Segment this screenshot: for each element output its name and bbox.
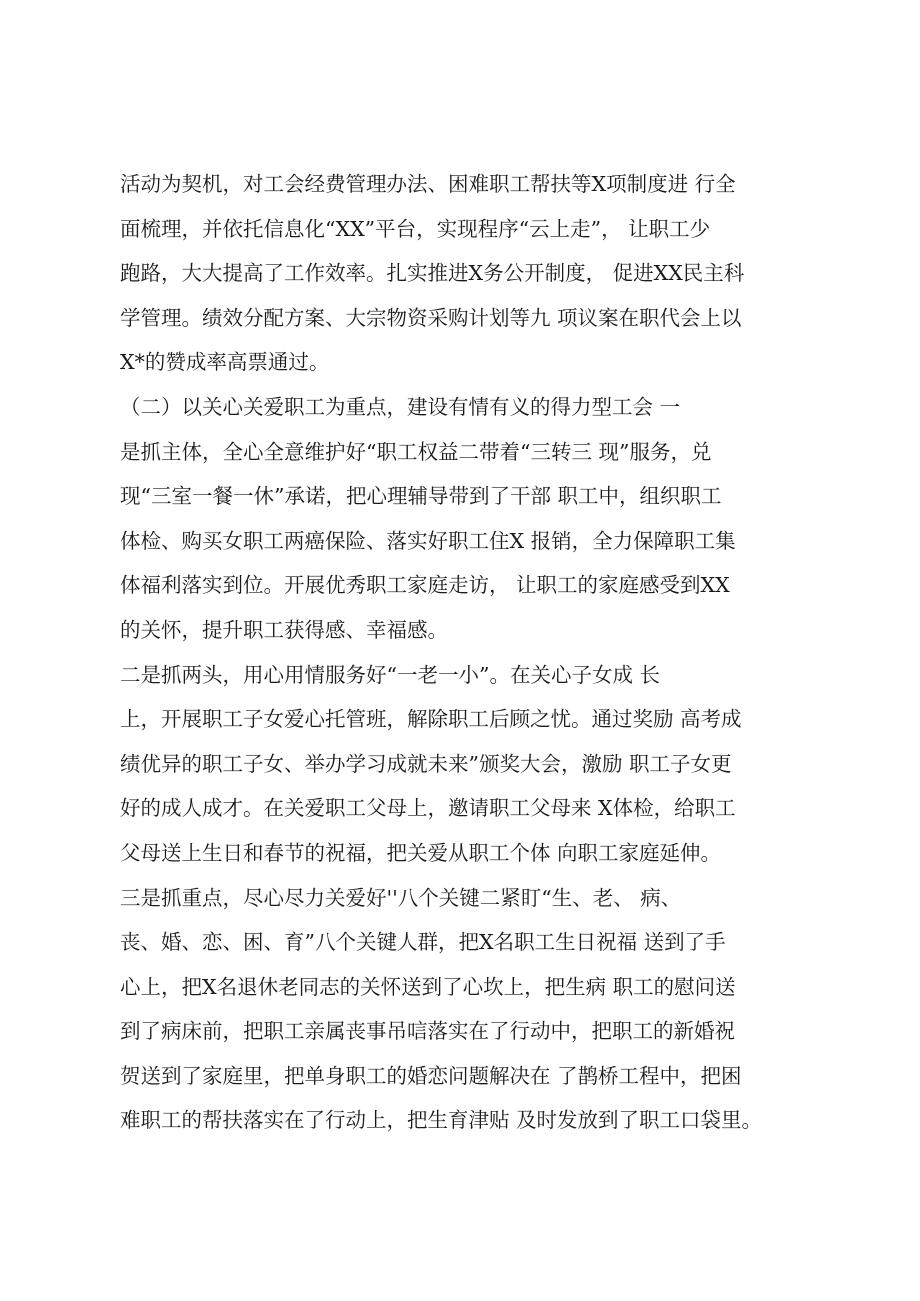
- text-line: 学管理。绩效分配方案、大宗物资采购计划等九 项议案在职代会上以: [120, 305, 742, 330]
- text-line: （二）以关心关爱职工为重点，建设有情有义的得力型工会 一: [120, 394, 681, 419]
- text-line: 面梳理，并依托信息化“XX”平台，实现程序“云上走”， 让职工少: [120, 216, 711, 241]
- text-line: 三是抓重点，尽心尽力关爱好''八个关键二紧盯“生、老、 病、: [120, 885, 682, 910]
- text-line: 体检、购买女职工两癌保险、落实好职工住X 报销，全力保障职工集: [120, 528, 736, 553]
- paragraph-2: [120, 385, 820, 653]
- text-line: 二是抓两头，用心用情服务好“一老一小”。在关心子女成 长: [120, 662, 660, 687]
- text-line: X*的赞成率高票通过。: [120, 350, 330, 375]
- text-line: 上，开展职工子女爱心托管班，解除职工后顾之忧。通过奖励 高考成: [120, 707, 742, 732]
- text-line: 到了病床前，把职工亲属丧事吊唁落实在了行动中，把职工的新婚祝: [120, 1019, 735, 1044]
- text-line: 贺送到了家庭里，把单身职工的婚恋问题解决在 了鹊桥工程中，把困: [120, 1063, 742, 1088]
- text-line: 跑路，大大提高了工作效率。扎实推进X务公开制度， 促进XX民主科: [120, 261, 745, 286]
- text-line: 心上，把X名退休老同志的关怀送到了心坎上，把生病 职工的慰问送: [120, 974, 736, 999]
- text-line: 丧、婚、恋、困、育”八个关键人群，把X名职工生日祝福 送到了手: [120, 930, 726, 955]
- text-line: 的关怀，提升职工获得感、幸福感。: [120, 617, 448, 642]
- text-line: 好的成人成才。在关爱职工父母上，邀请职工父母来 X体检，给职工: [120, 796, 736, 821]
- paragraph-4: [120, 876, 820, 1144]
- document-body: [120, 162, 820, 1143]
- text-line: 活动为契机，对工会经费管理办法、困难职工帮扶等X项制度进 行全: [120, 172, 736, 196]
- text-line: 是抓主体，全心全意维护好“职工权益二带着“三转三 现”服务，兑: [120, 439, 712, 464]
- paragraph-3: [120, 653, 820, 876]
- text-line: 父母送上生日和春节的祝福，把关爱从职工个体 向职工家庭延伸。: [120, 840, 722, 865]
- text-line: 难职工的帮扶落实在了行动上，把生育津贴 及时发放到了职工口袋里。: [120, 1108, 763, 1133]
- text-line: 绩优异的职工子女、举办学习成就未来”颁奖大会，激励 职工子女更: [120, 751, 732, 776]
- paragraph-1: [120, 162, 820, 385]
- text-line: 体福利落实到位。开展优秀职工家庭走访， 让职工的家庭感受到XX: [120, 573, 730, 598]
- text-line: 现“三室一餐一休”承诺，把心理辅导带到了干部 职工中，组织职工: [120, 484, 722, 509]
